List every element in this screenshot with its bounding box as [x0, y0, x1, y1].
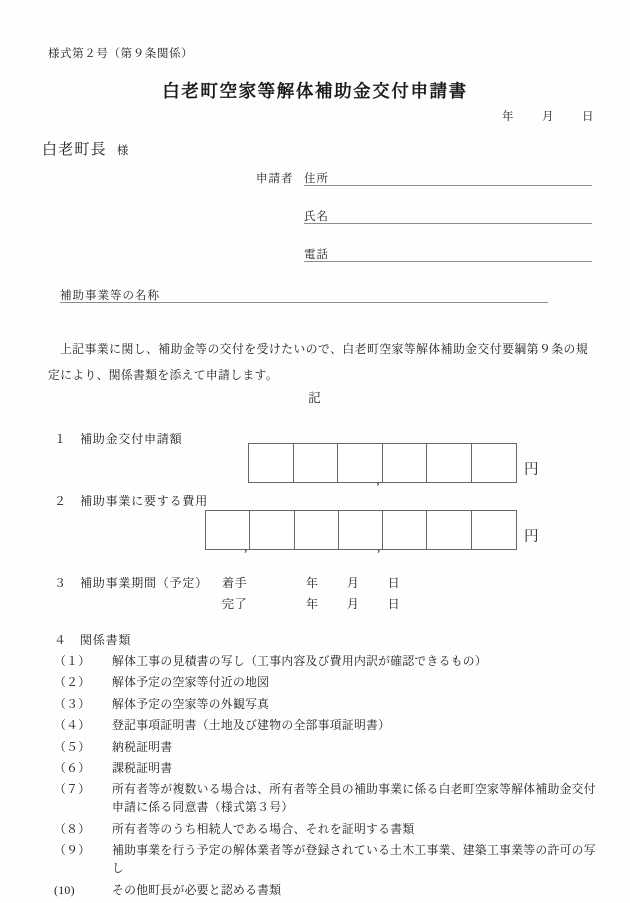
- list-item: [54, 695, 599, 713]
- document-item-text: 所有者等のうち相続人である場合、それを証明する書類: [112, 821, 415, 836]
- project-cost-cell-3[interactable]: [295, 511, 339, 549]
- section-1-heading: [54, 430, 182, 447]
- applicant-address-label: 住所: [304, 173, 329, 185]
- period-end-row: [222, 595, 400, 612]
- applicant-name-label: 氏名: [304, 211, 329, 223]
- project-cost-cell-4[interactable]: [339, 511, 383, 554]
- ki-marker: 記: [308, 391, 322, 405]
- body-paragraph: 上記事業に関し、補助金等の交付を受けたいので、白老町空家等解体補助金交付要綱第９条の規定により、関係書類を添えて申請します。: [48, 342, 588, 382]
- addressee: [42, 138, 129, 159]
- required-documents-list: [54, 652, 599, 902]
- project-cost-unit: 円: [524, 529, 539, 545]
- list-item: [54, 652, 599, 670]
- document-item-text: 補助事業を行う予定の解体業者等が登録されている土木工事業、建築工事業等の許可の写し: [112, 843, 596, 876]
- document-item-number: （９）: [54, 843, 91, 858]
- subsidy-amount-grid[interactable]: [248, 443, 517, 487]
- applicant-phone-row: [304, 244, 596, 282]
- list-item: [54, 820, 599, 838]
- date-month-label: 月: [542, 111, 554, 123]
- section-4-number: ４: [54, 633, 67, 647]
- section-2-label: 補助事業に要する費用: [80, 494, 209, 508]
- applicant-label: 申請者: [256, 173, 294, 185]
- date-line: [502, 108, 594, 124]
- document-item-text: 解体予定の空家等付近の地図: [112, 675, 270, 690]
- document-item-number: （７）: [54, 782, 91, 797]
- subsidy-amount-cell-4[interactable]: [383, 444, 428, 482]
- period-end-year: 年: [306, 597, 319, 611]
- list-item: [54, 716, 599, 734]
- subsidy-amount-cell-3[interactable]: [338, 444, 383, 487]
- section-4-heading: [54, 631, 131, 648]
- project-cost-comma-4: ,: [377, 540, 381, 554]
- period-start-row: [222, 574, 400, 591]
- list-item: [54, 673, 599, 691]
- document-item-number: （１）: [54, 654, 91, 668]
- project-cost-comma-1: ,: [244, 540, 248, 554]
- document-item-number: （６）: [54, 760, 91, 775]
- document-item-number: （４）: [54, 718, 91, 733]
- document-item-number: (10): [54, 882, 75, 897]
- list-item: [54, 738, 599, 756]
- applicant-address-input[interactable]: [304, 185, 592, 186]
- section-2-number: ２: [54, 494, 67, 508]
- subsidy-amount-cell-2[interactable]: [294, 444, 339, 482]
- document-item-text: 課税証明書: [112, 760, 173, 775]
- applicant-block: [256, 168, 596, 282]
- form-number: 様式第２号（第９条関係）: [48, 48, 194, 60]
- period-end-label: 完了: [222, 597, 248, 611]
- date-day-label: 日: [582, 111, 594, 123]
- section-1-number: １: [54, 432, 67, 446]
- addressee-name: 白老町長: [42, 142, 107, 158]
- list-item: [54, 881, 599, 899]
- section-3-label: 補助事業期間（予定）: [80, 576, 209, 590]
- project-cost-cell-1[interactable]: [206, 511, 250, 554]
- subsidy-amount-cell-5[interactable]: [427, 444, 472, 482]
- subsidy-amount-unit: 円: [524, 462, 539, 478]
- section-3-number: ３: [54, 576, 67, 590]
- section-1-label: 補助金交付申請額: [80, 432, 183, 446]
- document-item-number: （５）: [54, 739, 91, 754]
- document-item-number: （８）: [54, 821, 91, 836]
- applicant-phone-input[interactable]: [304, 261, 592, 262]
- applicant-phone-label: 電話: [304, 249, 329, 261]
- applicant-address-row: [304, 168, 596, 206]
- applicant-name-input[interactable]: [304, 223, 592, 224]
- project-cost-grid[interactable]: [205, 510, 517, 554]
- section-3-heading: [54, 574, 208, 591]
- subsidy-amount-cell-6[interactable]: [472, 444, 517, 482]
- page-title: 白老町空家等解体補助金交付申請書: [162, 81, 468, 101]
- period-start-label: 着手: [222, 576, 248, 590]
- project-cost-cell-6[interactable]: [427, 511, 471, 549]
- applicant-name-row: [304, 206, 596, 244]
- document-item-number: （２）: [54, 675, 91, 690]
- project-cost-cell-7[interactable]: [472, 511, 516, 549]
- document-item-text: 解体工事の見積書の写し（工事内容及び費用内訳が確認できるもの）: [112, 654, 488, 668]
- section-2-heading: [54, 492, 208, 509]
- addressee-honorific: 様: [116, 145, 129, 157]
- document-item-text: その他町長が必要と認める書類: [112, 882, 282, 897]
- period-start-day: 日: [387, 576, 401, 590]
- document-item-text: 所有者等が複数いる場合は、所有者等全員の補助事業に係る白老町空家等解体補助金交付申請に係る同意書（様式第３号）: [112, 782, 596, 815]
- section-4-label: 関係書類: [80, 633, 132, 647]
- period-start-month: 月: [346, 576, 360, 590]
- period-start-year: 年: [306, 576, 319, 590]
- list-item: [54, 780, 599, 816]
- project-name-label: 補助事業等の名称: [60, 290, 160, 302]
- subsidy-amount-cell-1[interactable]: [249, 444, 294, 482]
- document-item-text: 納税証明書: [112, 739, 173, 754]
- document-item-number: （３）: [54, 696, 91, 711]
- subsidy-amount-comma-3: ,: [376, 473, 380, 487]
- period-end-day: 日: [387, 597, 401, 611]
- project-cost-cell-5[interactable]: [383, 511, 427, 549]
- period-end-month: 月: [346, 597, 360, 611]
- date-year-label: 年: [502, 111, 514, 123]
- document-item-text: 解体予定の空家等の外観写真: [112, 696, 270, 711]
- project-cost-cell-2[interactable]: [250, 511, 294, 549]
- project-name-input[interactable]: [60, 302, 548, 303]
- list-item: [54, 759, 599, 777]
- list-item: [54, 841, 599, 877]
- document-item-text: 登記事項証明書（土地及び建物の全部事項証明書）: [112, 718, 391, 733]
